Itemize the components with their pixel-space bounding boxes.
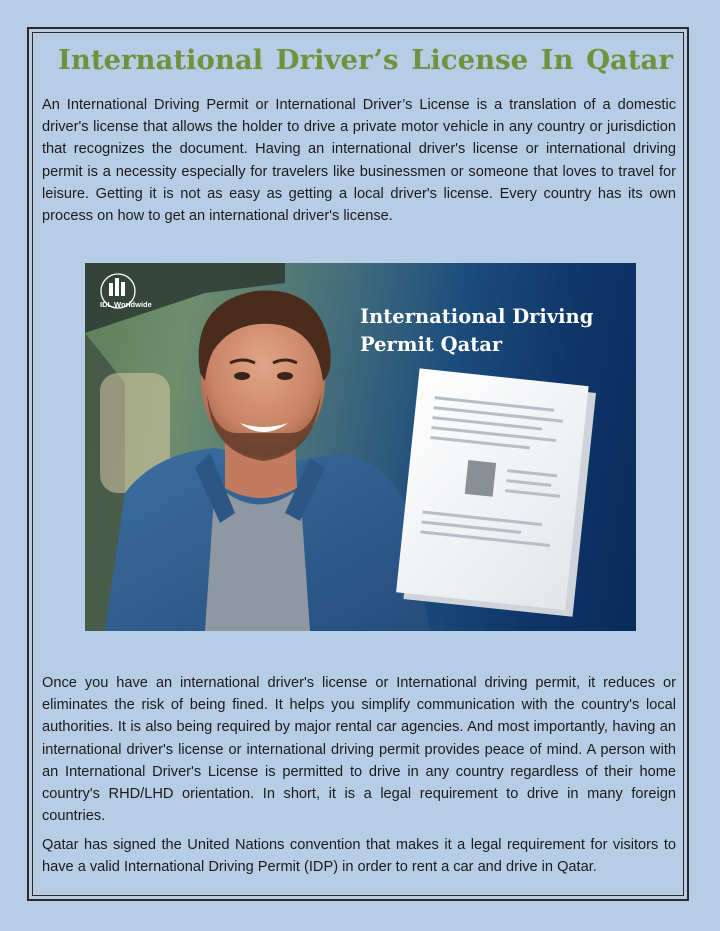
hero-image	[85, 263, 636, 631]
hero-heading-line1: International Driving	[360, 305, 594, 328]
hero-heading	[360, 303, 593, 359]
hero-logo-text: IDL Worldwide	[100, 300, 152, 309]
qatar-paragraph: Qatar has signed the United Nations convention that makes it a legal requirement for visitors to have a valid International Driving Permit (IDP) in order to rent a car and drive in Qatar.	[42, 837, 676, 876]
intro-paragraph: An International Driving Permit or International Driver’s License is a translation of a domestic driver's license that allows the holder to drive a private motor vehicle in any country or jurisdiction that recognizes the document. Having an international driver's license or international driving permit is a necessity especially for travelers like businessmen or someone that loves to travel for leisure. Getting it is not as easy as getting a local driver's license. Every country has its own process on how to get an international driver's license.	[42, 97, 676, 225]
page-title: International Driver’s License In Qatar	[58, 44, 673, 76]
permit-document-icon	[395, 368, 596, 616]
benefits-paragraph: Once you have an international driver's license or International driving permit, it reduces or eliminates the risk of being fined. It helps you simplify communication with the country's local authorities. It is also being required by major rental car agencies. And most importantly, having an international driver's license or international driving permit provides peace of mind. A person with an International Driver's License is permitted to drive in any country regardless of their home country's RHD/LHD orientation. In short, it is a legal requirement to drive in many foreign countries.	[42, 675, 676, 825]
hero-heading-line2: Permit Qatar	[360, 333, 503, 356]
